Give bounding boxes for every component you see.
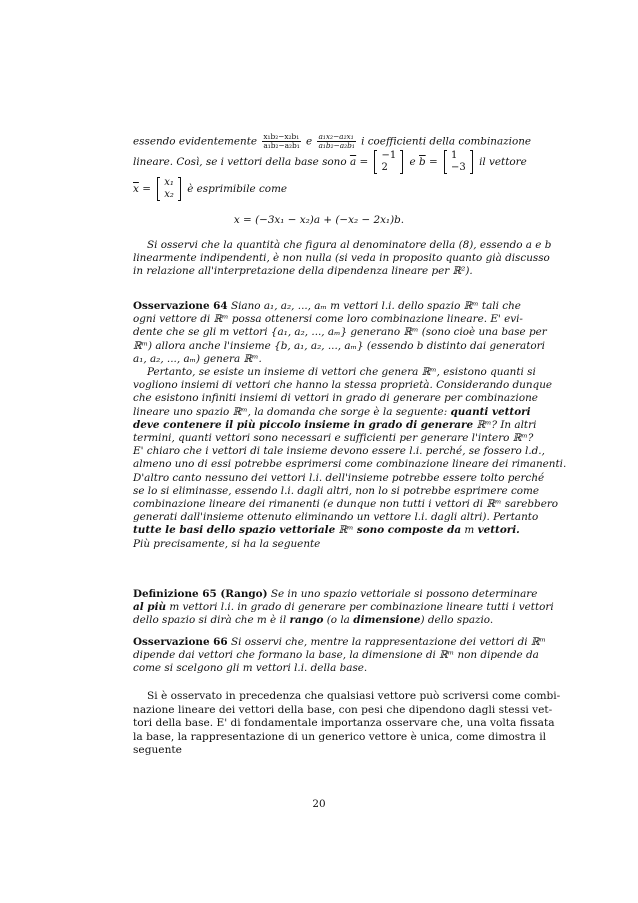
text-e-2: e <box>409 156 416 168</box>
final-paragraph <box>133 690 561 758</box>
intro-line-1 <box>133 132 532 150</box>
final-l5: seguente <box>133 744 182 757</box>
o66-l1: Si osservi che, mentre la rappresentazione dei vettori di ℝᵐ <box>230 636 546 648</box>
equals-sign-3: = <box>142 183 151 195</box>
p2-line-2: linearmente indipendenti, è non nulla (si veda in proposito quanto già discusso <box>133 252 550 265</box>
o64-l16: combinazione lineare dei rimanenti (e dunque non tutti i vettori di ℝᵐ sarebbero <box>133 498 559 511</box>
o64-l10a: deve contenere il più piccolo insieme in grado di generare <box>133 418 474 431</box>
matrix-a: −1 2 <box>374 150 403 174</box>
text-e: e <box>306 135 313 148</box>
o64-l6: Pertanto, se esiste un insieme di vettori che genera ℝᵐ, esistono quanti si <box>147 366 536 379</box>
o64-l19: Più precisamente, si ha la seguente <box>133 537 321 550</box>
o66-l2: dipende dai vettori che formano la base, la dimensione di ℝᵐ non dipende da <box>133 649 539 662</box>
intro-line-3 <box>133 177 505 201</box>
o64-l18d: m <box>464 524 475 537</box>
matrix-b: 1 −3 <box>444 150 473 174</box>
o64-l11: termini, quanti vettori sono necessari e sufficienti per generare l'intero ℝᵐ? <box>133 432 534 445</box>
definition-65-heading: Definizione 65 (Rango) <box>133 588 268 600</box>
text-coefficienti: i coefficienti della combinazione <box>361 135 532 148</box>
o64-l5: a₁, a₂, ..., aₘ) genera ℝᵐ. <box>133 352 262 365</box>
d65-l2a: al più <box>133 601 167 614</box>
text-il-vettore: il vettore <box>479 156 527 168</box>
fraction-2: $\frac{\text{a₁x₂−a₂x₁}}{\text{a₁b₂−a₂b₁}}$ <box>318 132 355 150</box>
o64-l9a: lineare uno spazio ℝᵐ, la domanda che sorge è la seguente: <box>133 405 448 418</box>
o64-l10b: ℝᵐ? In altri <box>476 418 537 431</box>
o64-l13: almeno uno di essi potrebbe esprimersi come combinazione lineare dei rimanenti. <box>133 458 567 471</box>
d65-l3c: (o la <box>326 614 350 627</box>
text-essendo: essendo evidentemente <box>133 135 258 148</box>
vector-x: $\overline{x}$ <box>133 183 139 195</box>
o64-l3: dente che se gli m vettori {a₁, a₂, ..., aₘ} generano ℝᵐ (sono cioè una base per <box>133 326 547 339</box>
d65-l3b: rango <box>289 614 324 627</box>
d65-l3e: ) dello spazio. <box>420 614 494 627</box>
formula-x: x = (−3x₁ − x₂)a + (−x₂ − 2x₁)b. <box>233 214 405 226</box>
final-l3: tori della base. E' di fondamentale importanza osservare che, una volta fissata <box>133 717 555 730</box>
equals-sign-2: = <box>428 156 438 168</box>
observation-64 <box>133 300 567 551</box>
p2-line-1: Si osservi che la quantità che figura al denominatore della (8), essendo a e b <box>147 239 552 251</box>
paragraph-denominator <box>133 239 552 279</box>
o64-l12: E' chiaro che i vettori di tale insieme devono essere l.i. perché, se fossero l.d., <box>133 445 545 458</box>
d65-l1: Se in uno spazio vettoriale si possono determinare <box>270 588 538 600</box>
o64-l1: Siano a₁, a₂, ..., aₘ m vettori l.i. dello spazio ℝᵐ tali che <box>230 300 521 312</box>
d65-l3a: dello spazio si dirà che m è il <box>133 614 287 627</box>
observation-66 <box>133 636 546 676</box>
final-l2: nazione lineare dei vettori della base, con pesi che dipendono dagli stessi vet- <box>133 703 553 716</box>
o64-l7: vogliono insiemi di vettori che hanno la stessa proprietà. Considerando dunque <box>133 379 553 392</box>
matrix-x: x₁ x₂ <box>157 177 181 201</box>
equals-sign: = <box>359 156 369 168</box>
intro-line-2 <box>133 150 527 174</box>
fraction-1: $\frac{\text{x₁b₂−x₂b₁}}{\text{a₁b₂−a₂b₁}}$ <box>263 132 300 150</box>
final-l4: la base, la rappresentazione di un generico vettore è unica, come dimostra il <box>133 730 546 743</box>
p2-line-3: in relazione all'interpretazione della dipendenza lineare per ℝ²). <box>133 265 473 278</box>
vector-a: $\overline{a}$ <box>349 156 357 168</box>
o64-l18e: vettori. <box>477 524 520 537</box>
definition-65 <box>133 588 554 628</box>
o66-l3: come si scelgono gli m vettori l.i. della base. <box>133 662 368 675</box>
d65-l3d: dimensione <box>353 614 421 627</box>
text-lineare: lineare. Così, se i vettori della base sono <box>133 156 347 168</box>
d65-l2b: m vettori l.i. in grado di generare per combinazione lineare tutti i vettori <box>169 601 554 614</box>
o64-l15: se lo si eliminasse, essendo l.i. dagli altri, non lo si potrebbe esprimere come <box>133 484 540 497</box>
page-number: 20 <box>312 798 326 810</box>
o64-l4: ℝᵐ) allora anche l'insieme {b, a₁, a₂, ..., aₘ} (essendo b distinto dai generatori <box>133 339 545 352</box>
o64-l17: generati dall'insieme ottenuto eliminando un vettore l.i. dagli altri). Pertanto <box>133 511 539 524</box>
o64-l9b: quanti vettori <box>450 405 531 418</box>
o64-l8: che esistono infiniti insiemi di vettori in grado di generare per combinazione <box>133 392 538 405</box>
observation-66-heading: Osservazione 66 <box>133 636 228 648</box>
observation-64-heading: Osservazione 64 <box>133 300 228 312</box>
o64-l2: ogni vettore di ℝᵐ possa ottenersi come loro combinazione lineare. E' evi- <box>133 313 523 326</box>
o64-l18a: tutte le basi dello spazio vettoriale <box>133 524 336 537</box>
o64-l14: D'altro canto nessuno dei vettori l.i. dell'insieme potrebbe essere tolto perché <box>133 471 545 484</box>
o64-l18b: ℝᵐ <box>338 524 354 537</box>
o64-l18c: sono composte da <box>356 524 462 537</box>
vector-b: $\overline{b}$ <box>419 156 426 168</box>
text-esprimibile: è esprimibile come <box>187 183 288 195</box>
final-l1: Si è osservato in precedenza che qualsiasi vettore può scriversi come combi- <box>147 690 561 702</box>
